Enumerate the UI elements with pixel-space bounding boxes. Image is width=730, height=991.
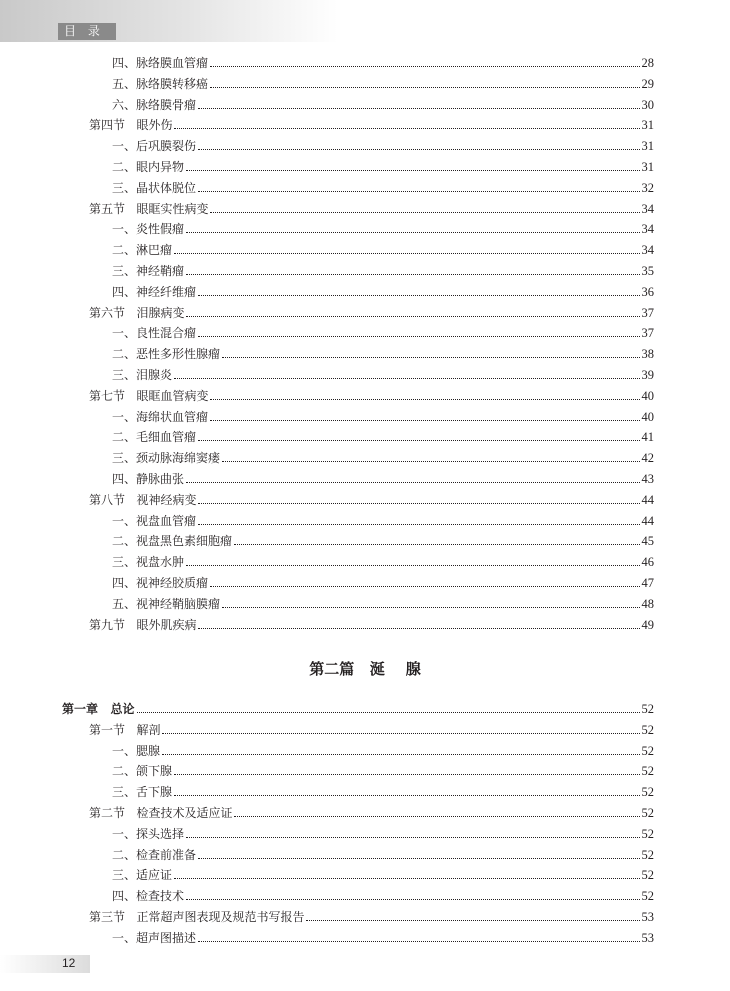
toc-entry-page: 34 <box>641 222 654 237</box>
toc-leader-dots <box>162 732 639 734</box>
toc-leader-dots <box>198 294 639 296</box>
toc-entry-title: 四、检查技术 <box>112 889 185 904</box>
toc-leader-dots <box>222 606 639 608</box>
header-dot: • <box>64 44 70 54</box>
toc-entry-page: 28 <box>641 56 654 70</box>
toc-entry-title: 一、探头选择 <box>112 826 185 841</box>
toc-leader-dots <box>174 377 639 379</box>
toc-entry-title: 二、毛细血管瘤 <box>112 430 197 445</box>
toc-entry[interactable] <box>89 717 654 737</box>
toc-entry-title: 第六节 泪腺病变 <box>89 305 185 320</box>
toc-entry[interactable] <box>112 758 654 778</box>
toc-leader-dots <box>174 127 639 129</box>
toc-entry[interactable] <box>89 612 654 632</box>
toc-entry-page: 35 <box>641 264 654 278</box>
toc-entry-title: 一、良性混合瘤 <box>112 326 197 341</box>
toc-entry[interactable] <box>62 696 654 716</box>
toc-leader-dots <box>198 148 639 150</box>
toc-leader-dots <box>174 794 639 796</box>
toc-entry-title: 第五节 眼眶实性病变 <box>89 201 209 216</box>
toc-entry-page: 40 <box>641 388 654 403</box>
toc-entry-page: 52 <box>641 702 654 716</box>
toc-entry[interactable] <box>112 842 654 862</box>
page-number: 12 <box>62 956 76 970</box>
toc-entry[interactable] <box>112 738 654 758</box>
toc-entry-page: 40 <box>641 409 654 424</box>
toc-entry-page: 34 <box>641 243 654 258</box>
toc-entry-title: 第九节 眼外肌疾病 <box>89 617 197 632</box>
toc-entry[interactable] <box>89 196 654 216</box>
toc-entry[interactable] <box>112 883 654 903</box>
toc-entry[interactable] <box>112 133 654 153</box>
toc-entry-title: 二、颌下腺 <box>112 764 173 779</box>
toc-entry[interactable] <box>112 445 654 465</box>
toc-entry[interactable] <box>112 237 654 257</box>
toc-leader-dots <box>198 190 639 192</box>
toc-entry-title: 二、视盘黑色素细胞瘤 <box>112 534 233 549</box>
toc-entry-title: 五、视神经鞘脑膜瘤 <box>112 596 221 611</box>
toc-entry[interactable] <box>112 320 654 340</box>
toc-entry-title: 二、检查前准备 <box>112 847 197 862</box>
toc-entry-page: 47 <box>641 576 654 590</box>
toc-leader-dots <box>198 439 639 441</box>
toc-leader-dots <box>174 773 639 775</box>
toc-entry[interactable] <box>112 591 654 611</box>
toc-leader-dots <box>198 107 639 109</box>
toc-entry-page: 52 <box>641 847 654 862</box>
toc-entry-title: 二、淋巴瘤 <box>112 243 173 258</box>
toc-entry-title: 四、脉络膜血管瘤 <box>112 56 209 70</box>
toc-entry-page: 31 <box>641 118 654 133</box>
toc-entry[interactable] <box>112 258 654 278</box>
toc-entry-title: 一、超声图描述 <box>112 930 197 945</box>
toc-entry-page: 52 <box>641 826 654 841</box>
toc-entry-title: 第三节 正常超声图表现及规范书写报告 <box>89 910 305 924</box>
toc-leader-dots <box>186 315 639 317</box>
toc-entry-title: 第一章 总论 <box>62 702 135 716</box>
toc-entry[interactable] <box>89 487 654 507</box>
toc-entry-title: 三、视盘水肿 <box>112 555 185 570</box>
toc-entry-page: 37 <box>641 326 654 341</box>
toc-leader-dots <box>186 898 639 900</box>
toc-entry[interactable] <box>112 528 654 548</box>
toc-entry-title: 四、神经纤维瘤 <box>112 284 197 299</box>
toc-leader-dots <box>210 585 639 587</box>
toc-entry-title: 一、视盘血管瘤 <box>112 513 197 528</box>
toc-entry-page: 52 <box>641 889 654 904</box>
toc-entry[interactable] <box>112 341 654 361</box>
toc-entry[interactable] <box>112 404 654 424</box>
toc-entry-title: 二、眼内异物 <box>112 160 185 174</box>
toc-leader-dots <box>234 543 639 545</box>
toc-leader-dots <box>137 711 640 713</box>
toc-leader-dots <box>198 523 639 525</box>
toc-entry-title: 一、后巩膜裂伤 <box>112 139 197 154</box>
toc-entry-title: 三、适应证 <box>112 868 173 883</box>
toc-entry-page: 44 <box>641 492 654 507</box>
toc-leader-dots <box>222 356 639 358</box>
toc-entry-title: 一、海绵状血管瘤 <box>112 409 209 424</box>
toc-entry-title: 三、晶状体脱位 <box>112 180 197 195</box>
toc-entry-title: 第四节 眼外伤 <box>89 118 173 133</box>
toc-leader-dots <box>186 273 639 275</box>
toc-entry-page: 53 <box>641 930 654 945</box>
toc-entry[interactable] <box>89 112 654 132</box>
toc-leader-dots <box>198 335 639 337</box>
toc-entry-page: 44 <box>641 513 654 528</box>
toc-header-tab <box>58 23 116 54</box>
part-title: 第二篇 涎 腺 <box>309 660 421 678</box>
toc-entry[interactable] <box>89 800 654 820</box>
toc-leader-dots <box>234 815 639 817</box>
toc-entry-page: 31 <box>641 160 654 174</box>
toc-entry-page: 52 <box>641 868 654 883</box>
toc-entry-page: 45 <box>641 534 654 549</box>
toc-entry-page: 52 <box>641 722 654 737</box>
toc-entry-page: 30 <box>641 97 654 112</box>
toc-leader-dots <box>198 940 639 942</box>
toc-entry-page: 48 <box>641 596 654 611</box>
toc-entry[interactable] <box>112 466 654 486</box>
toc-entry-page: 36 <box>641 284 654 299</box>
toc-entry[interactable] <box>112 549 654 569</box>
toc-entry-title: 三、颈动脉海绵窦瘘 <box>112 451 221 466</box>
toc-entry[interactable] <box>112 362 654 382</box>
toc-entry-page: 49 <box>641 617 654 632</box>
toc-entry-page: 52 <box>641 785 654 800</box>
toc-entry[interactable] <box>112 570 654 590</box>
toc-entry[interactable] <box>112 71 654 91</box>
toc-entry-page: 29 <box>641 76 654 91</box>
toc-entry-title: 第七节 眼眶血管病变 <box>89 388 209 403</box>
toc-entry[interactable] <box>112 50 654 70</box>
toc-entry-page: 32 <box>641 180 654 195</box>
toc-entry-page: 52 <box>641 743 654 758</box>
toc-entry[interactable] <box>112 175 654 195</box>
toc-entry-page: 39 <box>641 368 654 382</box>
toc-entry-page: 52 <box>641 764 654 779</box>
toc-entry-title: 三、泪腺炎 <box>112 368 173 382</box>
toc-entry[interactable] <box>112 821 654 841</box>
footer-band <box>0 955 90 973</box>
toc-entry[interactable] <box>112 154 654 174</box>
toc-entry-title: 第一节 解剖 <box>89 722 161 737</box>
toc-entry[interactable] <box>112 92 654 112</box>
toc-entry-page: 31 <box>641 139 654 154</box>
toc-leader-dots <box>198 857 639 859</box>
toc-entry-title: 二、恶性多形性腺瘤 <box>112 347 221 362</box>
toc-entry[interactable] <box>112 508 654 528</box>
toc-leader-dots <box>222 460 639 462</box>
header-band <box>0 0 338 42</box>
toc-entry-page: 37 <box>641 305 654 320</box>
toc-entry-title: 六、脉络膜骨瘤 <box>112 97 197 112</box>
toc-entry-page: 43 <box>641 472 654 486</box>
toc-leader-dots <box>186 231 639 233</box>
toc-entry-title: 第二节 检查技术及适应证 <box>89 806 233 820</box>
toc-leader-dots <box>186 564 639 566</box>
toc-leader-dots <box>306 919 639 921</box>
toc-leader-dots <box>210 419 639 421</box>
toc-entry-page: 42 <box>641 451 654 466</box>
toc-entry-title: 三、舌下腺 <box>112 785 173 800</box>
toc-leader-dots <box>174 252 639 254</box>
toc-entry[interactable] <box>112 424 654 444</box>
toc-entry[interactable] <box>89 383 654 403</box>
toc-entry[interactable] <box>112 925 654 945</box>
toc-leader-dots <box>210 398 639 400</box>
toc-leader-dots <box>186 836 639 838</box>
toc-entry-page: 34 <box>641 201 654 216</box>
toc-entry-page: 53 <box>641 910 654 924</box>
toc-leader-dots <box>198 502 639 504</box>
toc-entry-page: 52 <box>641 806 654 820</box>
toc-leader-dots <box>210 65 639 67</box>
toc-header-label: 目 录 <box>64 24 104 38</box>
toc-entry-page: 41 <box>641 430 654 445</box>
toc-entry[interactable] <box>112 216 654 236</box>
toc-entry[interactable] <box>112 862 654 882</box>
toc-entry-page: 46 <box>641 555 654 570</box>
toc-entry-page: 38 <box>641 347 654 362</box>
toc-leader-dots <box>198 627 639 629</box>
toc-entry-title: 第八节 视神经病变 <box>89 492 197 507</box>
toc-entry[interactable] <box>89 904 654 924</box>
toc-entry[interactable] <box>112 279 654 299</box>
toc-leader-dots <box>162 753 639 755</box>
toc-entry-title: 三、神经鞘瘤 <box>112 264 185 278</box>
toc-leader-dots <box>186 481 639 483</box>
toc-leader-dots <box>174 877 639 879</box>
toc-entry-title: 五、脉络膜转移癌 <box>112 76 209 91</box>
toc-entry[interactable] <box>112 779 654 799</box>
toc-entry-title: 四、视神经胶质瘤 <box>112 576 209 590</box>
toc-leader-dots <box>210 86 639 88</box>
toc-leader-dots <box>210 211 639 213</box>
toc-entry-title: 四、静脉曲张 <box>112 472 185 486</box>
toc-entry[interactable] <box>89 300 654 320</box>
toc-leader-dots <box>186 169 639 171</box>
toc-entry-title: 一、炎性假瘤 <box>112 222 185 237</box>
toc-entry-title: 一、腮腺 <box>112 743 161 758</box>
